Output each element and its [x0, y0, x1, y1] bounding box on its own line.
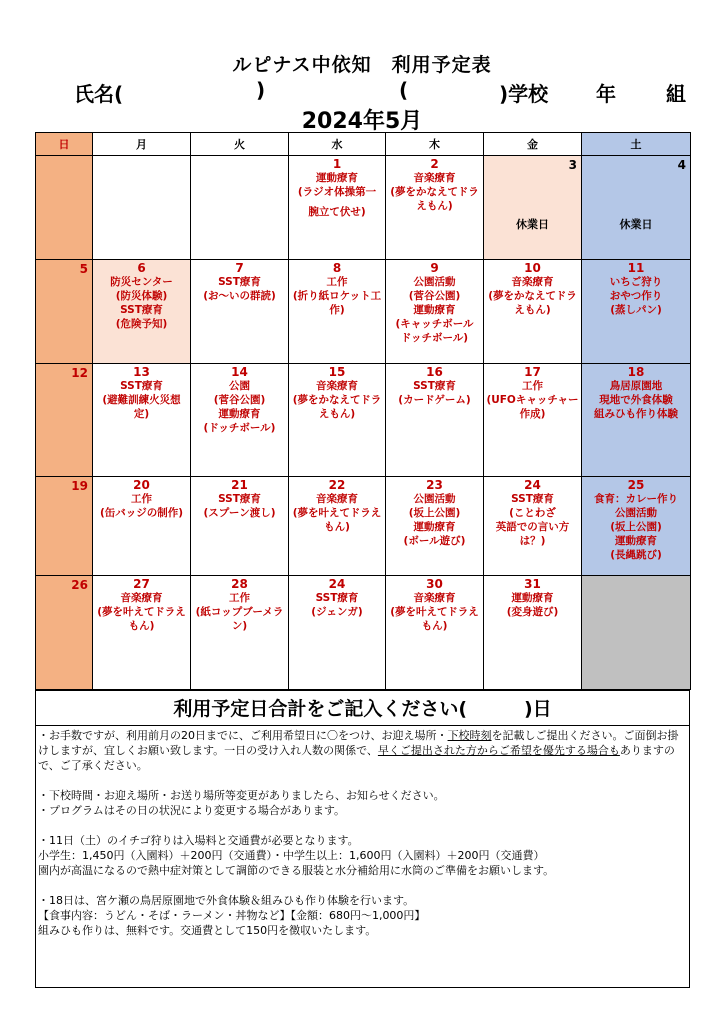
event-text: (折り紙ロケット工作): [292, 290, 382, 316]
event-text: (ドッチボール): [203, 422, 276, 434]
event-text: 運動療育: [316, 172, 358, 184]
event-text: 工作: [326, 276, 348, 288]
day-number: 8: [332, 261, 342, 275]
event-text: 工作: [131, 493, 152, 505]
event-text: (缶バッジの制作): [99, 507, 184, 519]
event-text: (夢を叶えてドラえもん): [97, 606, 186, 632]
event-text: 運動療育: [413, 521, 456, 533]
event-text: いちご狩り: [609, 276, 663, 288]
event-text: 英語での言い方は？): [495, 521, 570, 547]
day-number: 14: [231, 365, 248, 379]
event-text: 運動療育: [511, 592, 554, 604]
event-text: SST療育: [413, 380, 456, 392]
event-text: (菅谷公園): [408, 290, 461, 302]
name-label: 氏名(: [74, 82, 124, 106]
event-text: ドッチボール): [400, 332, 469, 344]
day-cell[interactable]: [36, 477, 93, 576]
note-text: ・プログラムはその日の状況により変更する場合があります。: [38, 804, 346, 817]
weekday-fri: 金: [484, 133, 582, 156]
weekday-header-row: [36, 133, 691, 156]
event-text: 腕立て伏せ): [308, 206, 366, 218]
note-submission: [38, 728, 688, 773]
event-text: (UFOキャッチャー作成): [486, 394, 579, 420]
school-paren-open: (: [399, 78, 409, 102]
day-number: 7: [235, 261, 244, 275]
day-number: 31: [524, 577, 541, 591]
day-number: 1: [332, 157, 342, 171]
event-text: (夢を叶えてドラえもん): [292, 507, 382, 533]
event-text: 公園活動: [615, 507, 657, 519]
day-cell[interactable]: [191, 364, 289, 477]
event-text: 音楽療育: [511, 276, 554, 288]
note-text: 【食事内容：うどん・そば・ラーメン・丼物など】【金額：680円～1,000円】: [38, 909, 426, 922]
event-text: SST療育: [120, 304, 163, 316]
week-row: [36, 364, 691, 477]
total-days-prompt: 利用予定日合計をご記入ください( )日: [35, 690, 690, 726]
name-close: ): [256, 78, 266, 102]
day-number: 16: [426, 365, 443, 379]
day-cell[interactable]: [289, 364, 386, 477]
event-text: 音楽療育: [316, 380, 358, 392]
event-text: SST療育: [218, 276, 261, 288]
day-cell[interactable]: [191, 156, 289, 260]
day-number: 27: [133, 577, 150, 591]
note-text: 園内が高温になるので熱中症対策として調節のできる服装と水分補給用に水筒のご準備をお願いします。: [38, 864, 555, 877]
event-text: 現地で外食体験: [599, 394, 673, 406]
event-text: SST療育: [120, 380, 163, 392]
day-number: 3: [568, 158, 577, 172]
event-text: 公園: [229, 380, 250, 392]
event-text: (危険予知): [115, 318, 168, 330]
event-text: 音楽療育: [120, 592, 163, 604]
event-text: (ボール遊び): [403, 535, 466, 547]
day-cell[interactable]: [582, 364, 691, 477]
day-cell[interactable]: [93, 260, 191, 364]
day-cell[interactable]: [191, 477, 289, 576]
day-number: 11: [627, 261, 645, 275]
weekday-tue: 火: [191, 133, 289, 156]
weekday-sun: 日: [36, 133, 93, 156]
day-cell[interactable]: [93, 576, 191, 690]
event-text: 工作: [229, 592, 250, 604]
day-number: 21: [231, 478, 248, 492]
day-cell[interactable]: [582, 260, 691, 364]
day-cell[interactable]: [386, 477, 484, 576]
month-title: 2024年5月: [301, 109, 423, 134]
event-text: (ことわざ: [509, 507, 556, 519]
day-number: 10: [524, 261, 541, 275]
day-cell[interactable]: [93, 364, 191, 477]
day-cell: [582, 576, 691, 690]
day-cell[interactable]: [386, 364, 484, 477]
page-title: ルピナス中依知 利用予定表: [232, 54, 492, 76]
day-number: 23: [426, 478, 443, 492]
class-label: 組: [666, 82, 686, 106]
event-text: 工作: [522, 380, 543, 392]
event-text: (夢を叶えてドラえもん): [390, 606, 479, 632]
note-text: 早くご提出された方からご希望を優先する場合も: [377, 744, 620, 757]
event-text: SST療育: [511, 493, 554, 505]
event-text: (防災体験): [115, 290, 168, 302]
event-text: 運動療育: [413, 304, 456, 316]
event-text: (キャッチボール: [395, 318, 474, 330]
event-text: (カードゲーム): [398, 394, 471, 406]
day-number: 28: [231, 577, 248, 591]
day-number: 22: [328, 478, 346, 492]
week-row: [36, 576, 691, 690]
day-cell[interactable]: [484, 364, 582, 477]
event-text: 音楽療育: [316, 493, 358, 505]
grade-label: 年: [596, 82, 616, 106]
day-cell[interactable]: [36, 260, 93, 364]
weekday-mon: 月: [93, 133, 191, 156]
day-cell[interactable]: [386, 576, 484, 690]
notes-section: [38, 728, 688, 938]
day-cell[interactable]: [36, 576, 93, 690]
event-text: 音楽療育: [413, 172, 456, 184]
event-text: 食育：カレー作り: [594, 493, 678, 505]
event-text: (長縄跳び): [610, 549, 662, 561]
event-text: (紙コップブーメラン): [195, 606, 284, 632]
weekday-wed: 水: [289, 133, 386, 156]
day-number: 24: [328, 577, 346, 591]
day-cell[interactable]: [386, 260, 484, 364]
day-number: 2: [430, 157, 439, 171]
event-text: (夢をかなえてドラえもん): [390, 186, 479, 212]
note-text: ・11日（土）のイチゴ狩りは入場料と交通費が必要となります。: [38, 834, 359, 847]
day-cell[interactable]: [191, 260, 289, 364]
event-text: (避難訓練火災想定): [102, 394, 181, 420]
day-cell[interactable]: [289, 576, 386, 690]
day-cell[interactable]: [289, 156, 386, 260]
day-cell[interactable]: [386, 156, 484, 260]
holiday-label: 休業日: [516, 218, 549, 231]
day-number: 20: [133, 478, 150, 492]
day-number: 4: [677, 158, 686, 172]
week-row: [36, 156, 691, 260]
event-text: (ラジオ体操第一: [297, 186, 377, 198]
day-number: 25: [627, 478, 645, 492]
note-text: 小学生：1,450円（入園料）＋200円（交通費）・中学生以上：1,600円（入園料）＋200円（交通費）: [38, 849, 545, 862]
day-cell[interactable]: [484, 576, 582, 690]
weekday-thu: 木: [386, 133, 484, 156]
day-number: 26: [71, 578, 88, 592]
day-number: 24: [524, 478, 541, 492]
event-text: おやつ作り: [609, 290, 663, 302]
day-number: 30: [426, 577, 443, 591]
note-text: 下校時刻: [447, 729, 492, 742]
note-text: ありますので、ご了承ください。: [38, 744, 675, 772]
day-cell[interactable]: [484, 260, 582, 364]
day-cell[interactable]: [582, 477, 691, 576]
week-row: [36, 260, 691, 364]
name-line: [74, 78, 694, 104]
day-number: 18: [627, 365, 645, 379]
event-text: (スプーン渡し): [203, 507, 276, 519]
event-text: SST療育: [218, 493, 261, 505]
school-label: )学校: [499, 82, 549, 106]
event-text: 公園活動: [413, 493, 456, 505]
event-text: 鳥居原園地: [609, 380, 663, 392]
weekday-sat: 土: [582, 133, 691, 156]
event-text: (夢をかなえてドラえもん): [488, 290, 577, 316]
event-text: (坂上公園): [610, 521, 662, 533]
event-text: 運動療育: [615, 535, 657, 547]
event-text: (変身遊び): [506, 606, 559, 618]
day-number: 5: [79, 262, 88, 276]
day-cell[interactable]: [289, 260, 386, 364]
day-cell[interactable]: [191, 576, 289, 690]
event-text: (夢をかなえてドラえもん): [292, 394, 382, 420]
event-text: 音楽療育: [413, 592, 456, 604]
day-cell[interactable]: [93, 477, 191, 576]
day-number: 19: [71, 479, 88, 493]
note-text: ・下校時間・お迎え場所・お送り場所等変更がありましたら、お知らせください。: [38, 789, 445, 802]
event-text: 運動療育: [218, 408, 261, 420]
day-cell[interactable]: [36, 364, 93, 477]
event-text: 組みひも作り体験: [594, 408, 678, 420]
note-text: 組みひも作りは、無料です。交通費として150円を徴収いたします。: [38, 924, 377, 937]
day-cell[interactable]: [93, 156, 191, 260]
day-number: 6: [137, 261, 146, 275]
note-text: ・お手数ですが、利用前月の20日までに、ご利用希望日に〇をつけ、お迎え場所・: [38, 729, 448, 742]
event-text: 防災センター: [110, 276, 173, 288]
day-cell[interactable]: [484, 156, 582, 260]
event-text: 公園活動: [413, 276, 456, 288]
day-number: 17: [524, 365, 541, 379]
day-number: 12: [71, 366, 88, 380]
week-row: [36, 477, 691, 576]
event-text: (菅谷公園): [213, 394, 266, 406]
event-text: (坂上公園): [408, 507, 461, 519]
day-number: 9: [430, 261, 439, 275]
event-text: (蒸しパン): [610, 304, 662, 316]
event-text: (お～いの群読): [203, 290, 276, 302]
calendar-table: [35, 132, 691, 690]
note-text: を記載しご提出ください。ご面倒お掛けしますが、宜しくお願い致します。一日の受け入れ人数の関係で、: [38, 729, 679, 757]
day-cell[interactable]: [484, 477, 582, 576]
day-cell[interactable]: [36, 156, 93, 260]
holiday-label: 休業日: [619, 218, 653, 231]
note-text: ・18日は、宮ケ瀬の鳥居原園地で外食体験＆組みひも作り体験を行います。: [38, 894, 415, 907]
day-number: 15: [328, 365, 346, 379]
day-number: 13: [133, 365, 150, 379]
event-text: SST療育: [315, 592, 359, 604]
day-cell[interactable]: [582, 156, 691, 260]
event-text: (ジェンガ): [311, 606, 363, 618]
day-cell[interactable]: [289, 477, 386, 576]
